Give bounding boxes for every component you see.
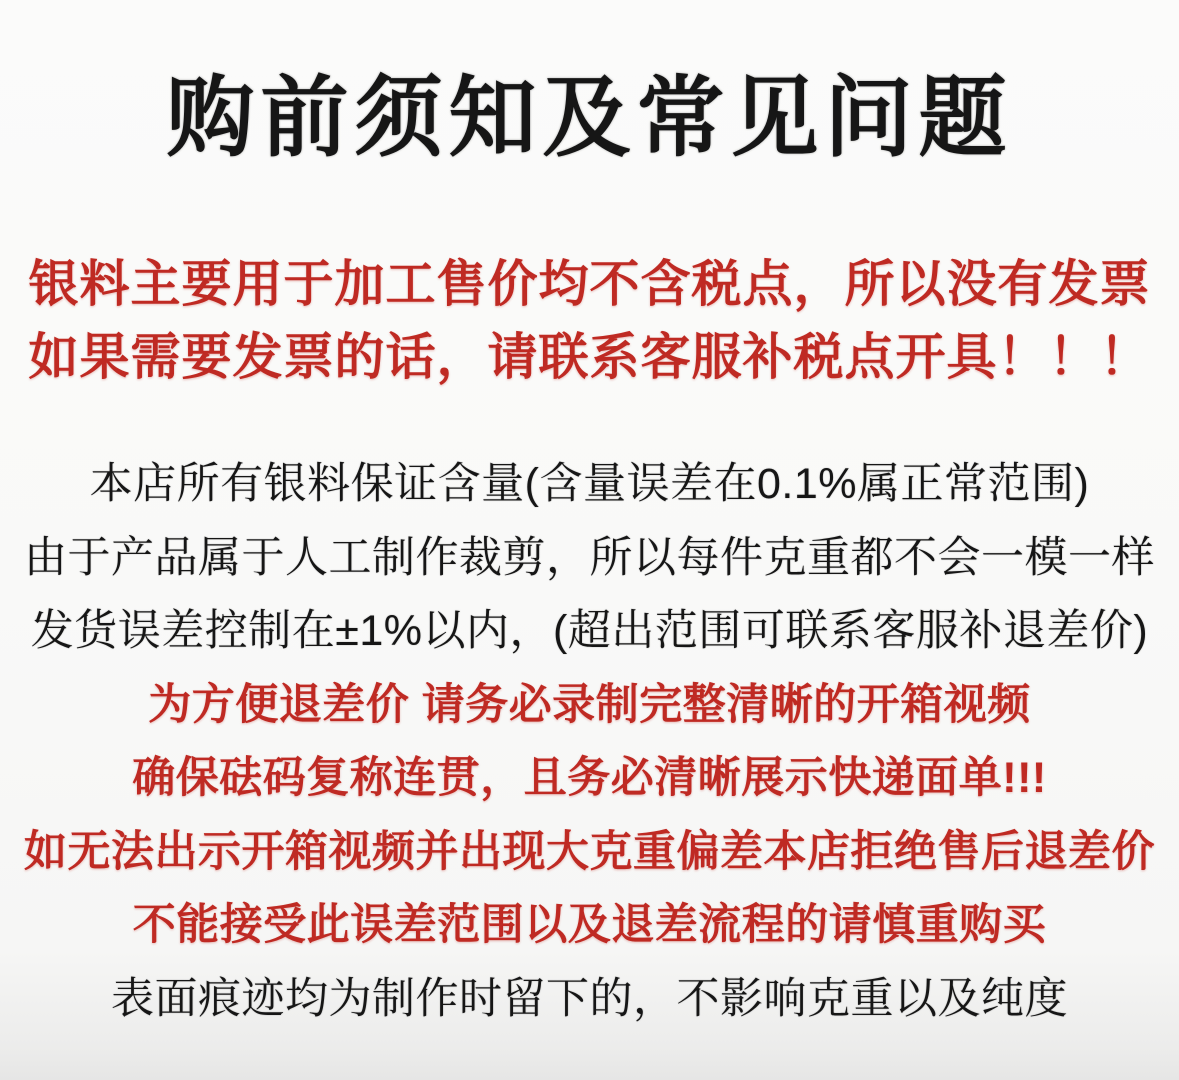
tax-notice-block [0,248,1179,394]
notice-body-block [0,448,1179,1036]
purity-guarantee-line: 本店所有银料保证含量(含量误差在0.1%属正常范围) [89,460,1090,508]
surface-note-line: 表面痕迹均为制作时留下的，不影响克重以及纯度 [111,974,1068,1023]
tax-notice-line-1: 银料主要用于加工售价均不含税点，所以没有发票 [28,256,1151,312]
tolerance-note-line: 发货误差控制在±1%以内，(超出范围可联系客服补退差价) [30,607,1149,655]
refusal-policy-line: 如无法出示开箱视频并出现大克重偏差本店拒绝售后退差价 [24,827,1155,876]
video-request-line: 为方便退差价 请务必录制完整清晰的开箱视频 [148,680,1031,729]
purchase-warning-line: 不能接受此误差范围以及退差流程的请慎重购买 [132,901,1047,949]
handmade-note-line: 由于产品属于人工制作裁剪，所以每件克重都不会一模一样 [24,533,1155,582]
page-title: 购前须知及常见问题 [166,68,1013,167]
video-requirement-line: 确保砝码复称连贯，且务必清晰展示快递面单!!! [132,754,1047,802]
tax-notice-line-2: 如果需要发票的话，请联系客服补税点开具！！！ [28,329,1151,385]
